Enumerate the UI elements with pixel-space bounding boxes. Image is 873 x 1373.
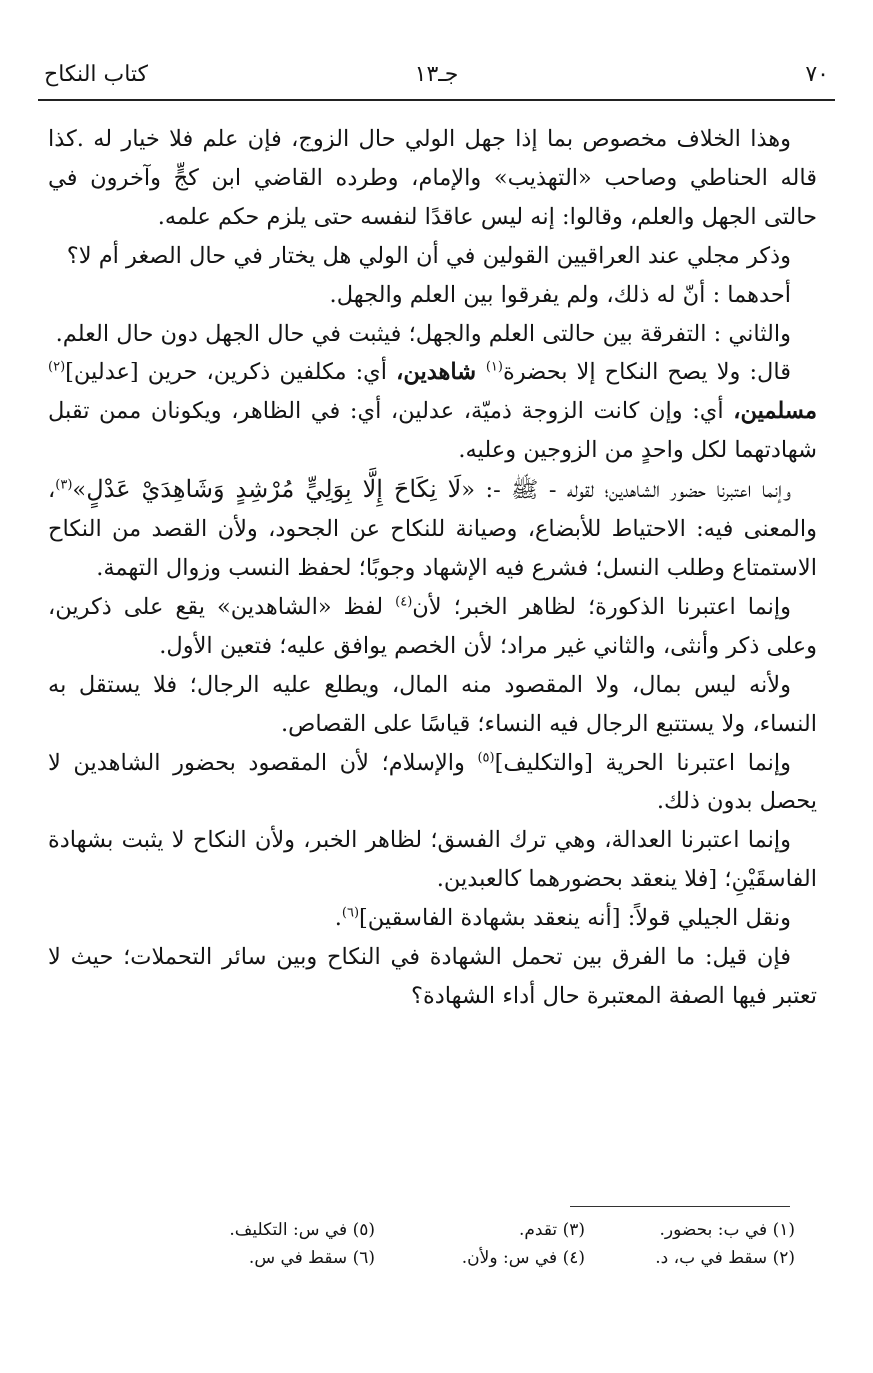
footnote-text: في ب: بحضور. xyxy=(659,1220,768,1240)
paragraph-6 xyxy=(48,470,817,588)
footnote-4 xyxy=(375,1244,585,1272)
footnote-text: في س: التكليف. xyxy=(229,1220,348,1240)
text-segment: لفظ «الشاهدين» يقع على ذكرين، وعلى ذكر وأنثى، والثاني غير مراد؛ لأن الخصم يوافق عليه؛ فتعين الأول. xyxy=(48,593,817,659)
footnote-divider xyxy=(570,1206,790,1207)
text-segment: أي: مكلفين ذكرين، حرين [عدلين] xyxy=(65,359,397,386)
footnote-row xyxy=(80,1244,795,1272)
paragraph-9 xyxy=(48,744,817,822)
footnote-1 xyxy=(585,1216,795,1244)
footnote-ref-5: (٥) xyxy=(477,750,495,765)
text-segment: وإنما اعتبرنا حضور الشاهدين؛ لقوله - ﷺ -: « xyxy=(461,477,791,504)
paragraph-4: والثاني : التفرقة بين حالتى العلم والجهل؛ فيثبت في حال الجهل دون حال العلم. xyxy=(55,320,791,347)
footnote-text: تقدم. xyxy=(518,1220,558,1240)
paragraph-8: ولأنه ليس بمال، ولا المقصود منه المال، ويطلع عليه الرجال؛ فلا يستقل به النساء، ولا يستتبع الرجال فيه النساء؛ قياسًا على القصاص. xyxy=(48,671,817,737)
volume-label: جـ١٣ xyxy=(414,62,459,87)
header-divider xyxy=(38,99,835,101)
text-segment: وإنما اعتبرنا الحرية [والتكليف] xyxy=(494,749,791,776)
footnote-text: سقط في ب، د. xyxy=(655,1248,768,1268)
footnote-ref-3: (٣) xyxy=(55,477,73,493)
matn-text: مسلمين، xyxy=(733,398,817,425)
footnote-2 xyxy=(585,1244,795,1272)
main-text xyxy=(48,120,817,1016)
text-segment: وإنما اعتبرنا الذكورة؛ لظاهر الخبر؛ لأن xyxy=(412,593,791,620)
matn-text: شاهدين، xyxy=(396,359,486,386)
paragraph-5 xyxy=(48,353,817,470)
footnote-text: في س: ولأن. xyxy=(461,1248,558,1268)
book-title: كتاب النكاح xyxy=(44,62,149,87)
paragraph-10: وإنما اعتبرنا العدالة، وهي ترك الفسق؛ لظاهر الخبر، ولأن النكاح لا يثبت بشهادة الفاسقَيْنِ؛ [فلا ينعقد بحضورهما كالعبدين. xyxy=(48,827,817,893)
footnote-number: (٢) xyxy=(772,1248,795,1268)
hadith-text: لَا نِكَاحَ إِلَّا بِوَلِيٍّ مُرْشِدٍ وَشَاهِدَيْ عَدْلٍ xyxy=(86,475,462,504)
footnote-6 xyxy=(165,1244,375,1272)
footnote-ref-1: (١) xyxy=(485,359,503,375)
paragraph-3: أحدهما : أنّ له ذلك، ولم يفرقوا بين العلم والجهل. xyxy=(329,281,791,308)
footnotes xyxy=(80,1216,795,1272)
footnote-number: (٦) xyxy=(352,1248,375,1268)
paragraph-11 xyxy=(48,899,817,938)
paragraph-7 xyxy=(48,588,817,666)
footnote-3 xyxy=(375,1216,585,1244)
page-number: ٧٠ xyxy=(805,62,829,87)
text-segment: » xyxy=(72,477,87,504)
footnote-row xyxy=(80,1216,795,1244)
footnote-ref-4: (٤) xyxy=(395,594,413,610)
paragraph-1: وهذا الخلاف مخصوص بما إذا جهل الولي حال الزوج، فإن علم فلا خيار له .كذا قاله الحناطي وصاحب «التهذيب» والإمام، وطرده القاضي ابن كجٍّ وآخرون في حالتى الجهل والعلم، وقالوا: إنه ليس عاقدًا لنفسه حتى يلزم حكم علمه. xyxy=(48,126,817,230)
footnote-number: (٤) xyxy=(562,1248,585,1268)
text-segment: ونقل الجيلي قولاً: [أنه ينعقد بشهادة الفاسقين] xyxy=(359,905,791,932)
footnote-number: (٣) xyxy=(562,1220,585,1240)
footnote-number: (٥) xyxy=(352,1220,375,1240)
text-segment: . xyxy=(334,905,342,932)
footnote-text: سقط في س. xyxy=(248,1248,348,1268)
paragraph-2: وذكر مجلي عند العراقيين القولين في أن الولي هل يختار في حال الصغر أم لا؟ xyxy=(66,242,791,269)
paragraph-12: فإن قيل: ما الفرق بين تحمل الشهادة في النكاح وبين سائر التحملات؛ حيث لا تعتبر فيها الصفة المعتبرة حال أداء الشهادة؟ xyxy=(48,944,817,1009)
text-segment: والإسلام؛ لأن المقصود بحضور الشاهدين لا يحصل بدون ذلك. xyxy=(48,749,817,815)
text-segment: أي: وإن كانت الزوجة ذميّة، عدلين، أي: في الظاهر، ويكونان ممن تقبل شهادتهما لكل واحدٍ من الزوجين وعليه. xyxy=(48,398,817,464)
running-header xyxy=(38,58,835,98)
footnote-ref-6: (٦) xyxy=(341,905,360,921)
footnote-5 xyxy=(165,1216,375,1244)
text-segment: قال: ولا يصح النكاح إلا بحضرة xyxy=(502,359,791,386)
footnote-ref-2: (٢) xyxy=(48,359,66,375)
footnote-number: (١) xyxy=(772,1220,795,1240)
text-segment: ، والمعنى فيه: الاحتياط للأبضاع، وصيانة للنكاح عن الجحود، ولأن القصد من النكاح الاستمتاع وطلب النسل؛ فشرع فيه الإشهاد وجوبًا؛ لحفظ النسب وزوال التهمة. xyxy=(48,477,817,581)
